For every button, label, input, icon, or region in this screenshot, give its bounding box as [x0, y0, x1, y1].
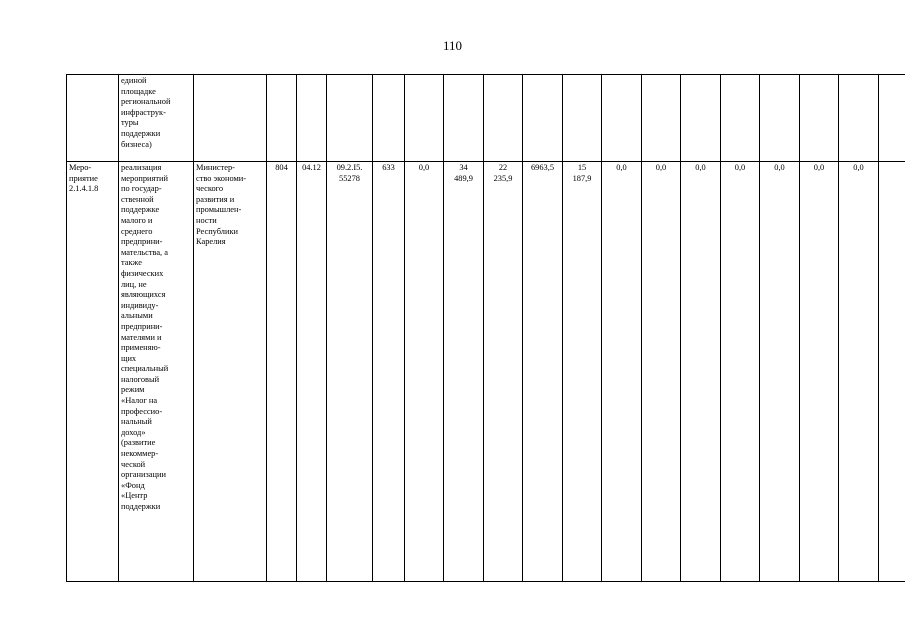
measure-code-cell [67, 162, 119, 582]
measure-name-text: реализация мероприятий по государ- ственной поддержке малого и среднего предприни- мательства, а также физических лиц, не являющихся индивиду- альными предприни- мателями и применяю- щих специальный налоговый режим «Налог на профессио- нальный доход» (развитие некоммер- ческой организации «Фонд «Центр поддержки [121, 163, 169, 511]
measure-code-text: Меро- приятие 2.1.4.1.8 [69, 163, 99, 194]
value-cell: 0,0 [721, 162, 760, 582]
value-cell [760, 75, 800, 162]
measure-name-cell [119, 75, 194, 162]
value-text: 15 187,9 [572, 163, 592, 183]
value-cell [444, 162, 484, 582]
value-cell [721, 75, 760, 162]
grbs-cell: 804 [267, 162, 297, 582]
value-cell [405, 75, 444, 162]
executor-cell [194, 162, 267, 582]
value-cell [681, 75, 721, 162]
grbs-cell [267, 75, 297, 162]
value-cell: 0,0 [405, 162, 444, 582]
value-cell: 6963,5 [523, 162, 563, 582]
value-cell: 0,0 [839, 162, 879, 582]
value-cell [563, 75, 602, 162]
csr-text: 09.2.I5. 55278 [336, 163, 363, 183]
executor-text: Министер- ство экономи- ческого развития и промышлен- ности Республики Карелия [196, 163, 247, 247]
csr-cell [327, 162, 373, 582]
value-cell: 0,0 [800, 162, 839, 582]
rzpr-cell [297, 75, 327, 162]
csr-cell [327, 75, 373, 162]
value-cell [839, 75, 879, 162]
value-cell [800, 75, 839, 162]
value-cell: 0,0 [642, 162, 681, 582]
value-cell [879, 162, 905, 582]
measure-name-text: единой площадке региональной инфраструк- туры поддержки бизнеса) [121, 76, 171, 149]
value-cell [602, 75, 642, 162]
value-text: 34 489,9 [454, 163, 473, 183]
value-cell: 0,0 [602, 162, 642, 582]
value-cell [484, 75, 523, 162]
value-cell [563, 162, 602, 582]
vr-cell: 633 [373, 162, 405, 582]
value-text: 22 235,9 [493, 163, 513, 183]
measure-name-cell [119, 162, 194, 582]
value-cell [642, 75, 681, 162]
value-cell: 0,0 [760, 162, 800, 582]
value-cell: 0,0 [681, 162, 721, 582]
budget-table [66, 74, 905, 582]
table-row [67, 75, 905, 162]
value-cell [484, 162, 523, 582]
page-number: 110 [442, 38, 463, 53]
value-cell [444, 75, 484, 162]
vr-cell [373, 75, 405, 162]
value-cell [523, 75, 563, 162]
table-row [67, 162, 905, 582]
value-cell [879, 75, 905, 162]
executor-cell [194, 75, 267, 162]
measure-code-cell [67, 75, 119, 162]
rzpr-cell: 04.12 [297, 162, 327, 582]
